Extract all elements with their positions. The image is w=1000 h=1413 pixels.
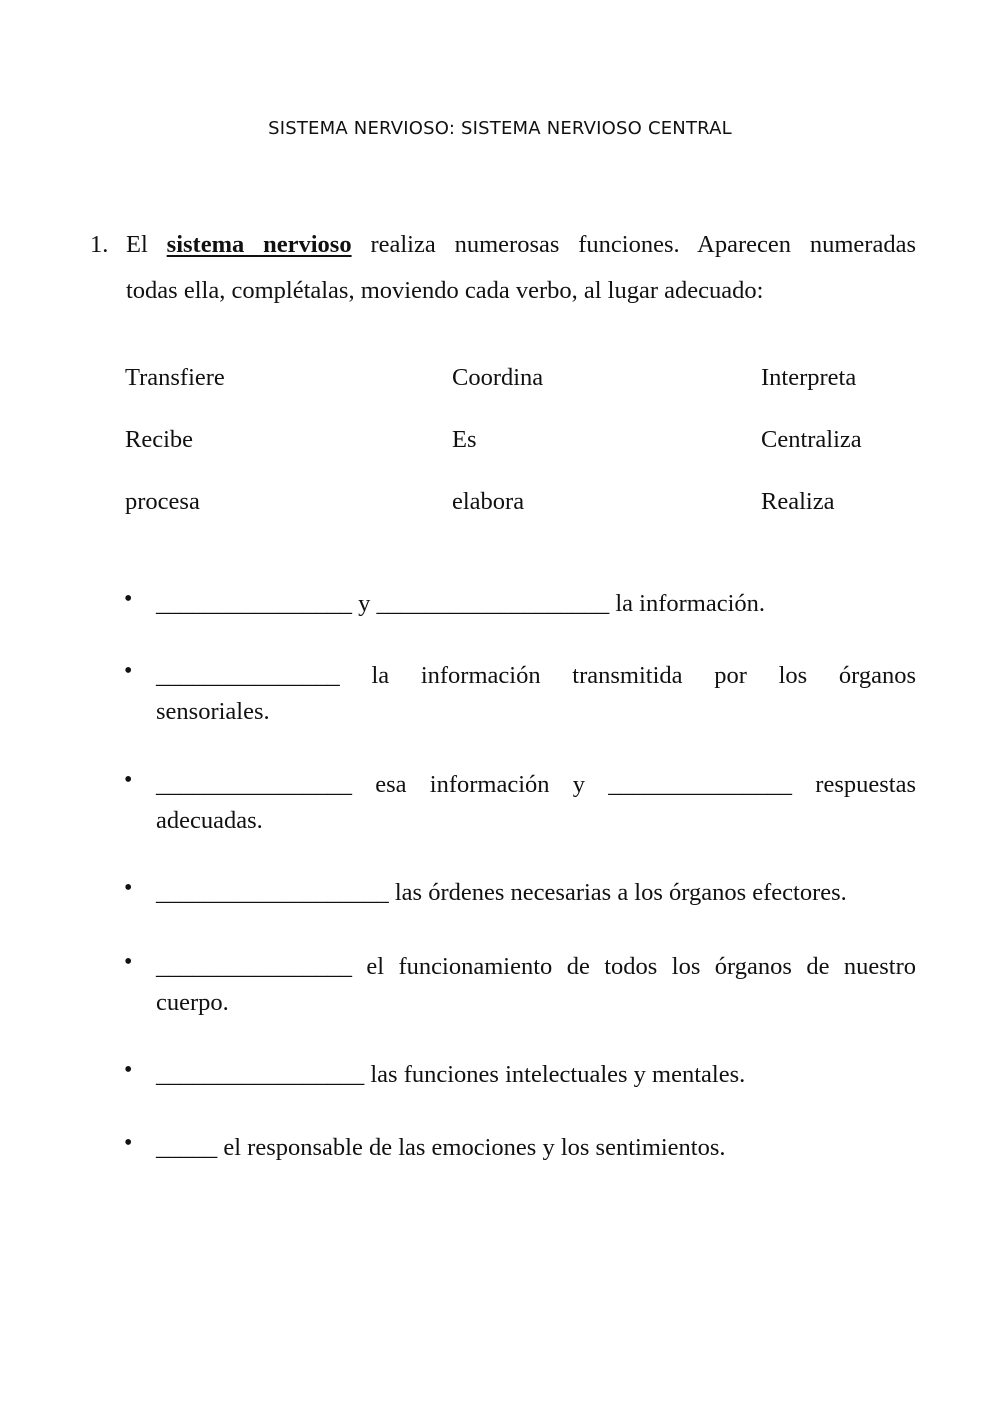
- question-line-1: [126, 222, 916, 268]
- bullet-icon: •: [124, 658, 133, 684]
- fill-in-item: [124, 767, 916, 839]
- fill-in-continuation: sensoriales.: [156, 698, 270, 725]
- word-bank-item[interactable]: Transfiere: [125, 364, 225, 391]
- bullet-icon: •: [124, 767, 133, 793]
- bullet-icon: •: [124, 586, 133, 612]
- fill-in-item: [124, 658, 916, 730]
- fill-in-line[interactable]: ___________________ las órdenes necesarias a los órganos efectores.: [156, 879, 847, 906]
- word-bank-item[interactable]: Es: [452, 426, 477, 453]
- bullet-icon: •: [124, 949, 133, 975]
- word-bank-item[interactable]: Recibe: [125, 426, 194, 453]
- fill-in-line[interactable]: ________________ esa información y _______________ respuestas: [156, 771, 916, 798]
- fill-in-continuation: cuerpo.: [156, 989, 229, 1016]
- question-line-1-before: El: [126, 231, 167, 258]
- question-1: [90, 222, 916, 314]
- question-number: 1.: [90, 231, 109, 258]
- fill-in-item: [124, 875, 916, 911]
- fill-in-item: [124, 949, 916, 1021]
- word-bank-item[interactable]: Interpreta: [761, 364, 857, 391]
- fill-in-continuation: adecuadas.: [156, 807, 263, 834]
- fill-in-line[interactable]: _______________ la información transmitida por los órganos: [156, 662, 916, 689]
- question-line-1-after: realiza numerosas funciones. Aparecen numeradas: [351, 231, 916, 258]
- fill-in-item: [124, 586, 916, 622]
- word-bank-item[interactable]: Coordina: [452, 364, 544, 391]
- word-bank-item[interactable]: procesa: [125, 488, 200, 515]
- question-line-2: todas ella, complétalas, moviendo cada verbo, al lugar adecuado:: [126, 277, 764, 304]
- question-emphasis: sistema nervioso: [166, 231, 352, 258]
- fill-in-line[interactable]: _____ el responsable de las emociones y los sentimientos.: [156, 1134, 726, 1161]
- fill-in-item: [124, 1130, 916, 1166]
- bullet-icon: •: [124, 1130, 133, 1156]
- bullet-icon: •: [124, 1057, 133, 1083]
- word-bank-item[interactable]: Realiza: [761, 488, 835, 515]
- fill-in-line[interactable]: ________________ el funcionamiento de todos los órganos de nuestro: [156, 953, 916, 980]
- fill-in-line[interactable]: _________________ las funciones intelectuales y mentales.: [156, 1061, 746, 1088]
- word-bank-item[interactable]: Centraliza: [761, 426, 862, 453]
- question-text: [126, 222, 916, 314]
- worksheet-title: SISTEMA NERVIOSO: SISTEMA NERVIOSO CENTRAL: [268, 118, 732, 139]
- word-bank-item[interactable]: elabora: [452, 488, 525, 515]
- fill-in-line[interactable]: ________________ y ___________________ la información.: [156, 590, 766, 617]
- bullet-icon: •: [124, 875, 133, 901]
- fill-in-item: [124, 1057, 916, 1093]
